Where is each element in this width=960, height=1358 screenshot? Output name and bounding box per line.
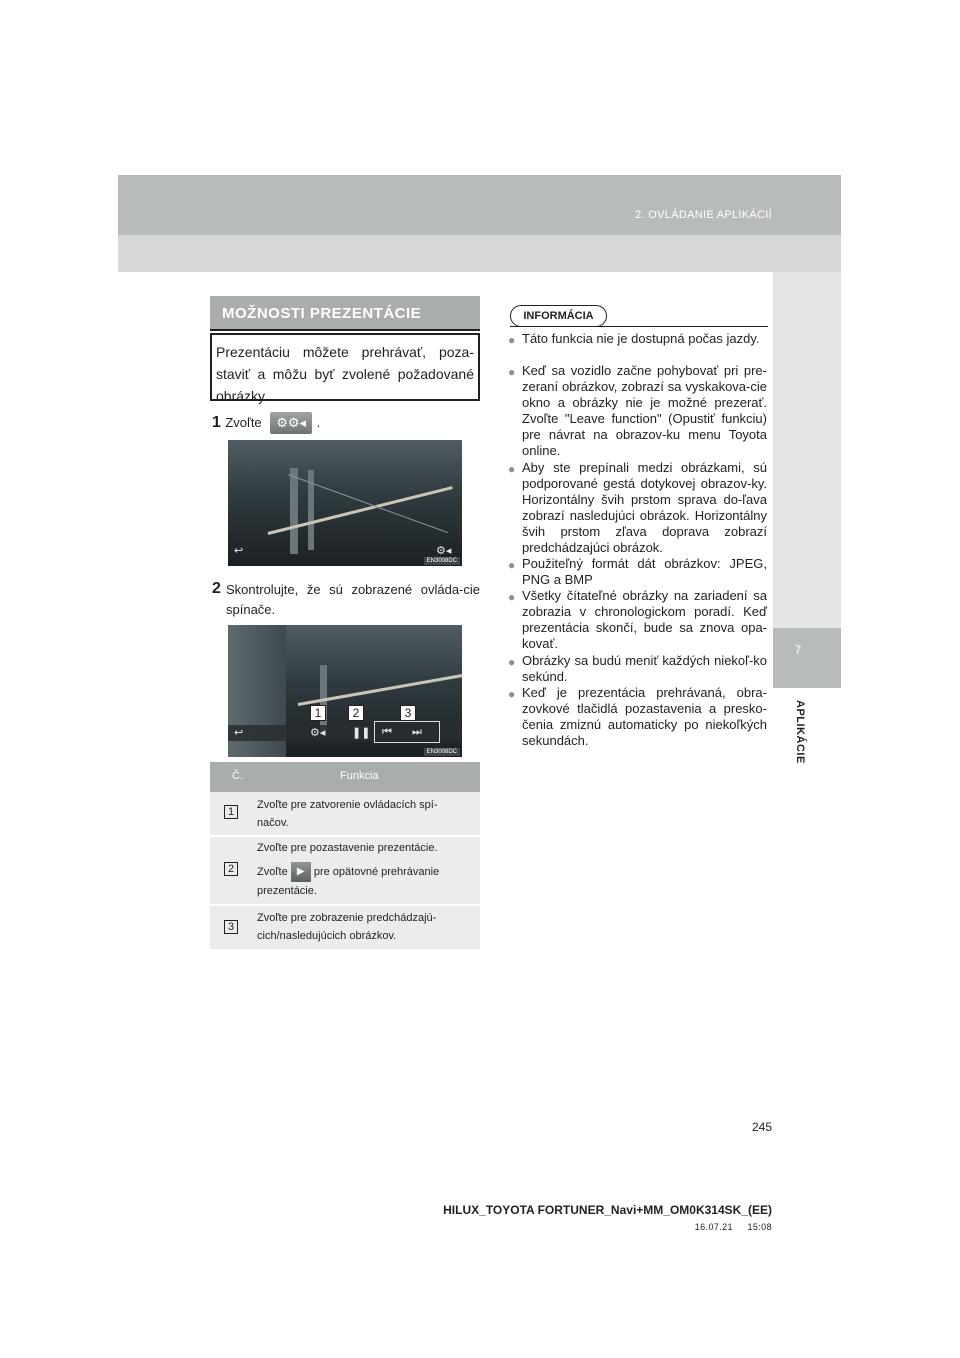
- options-icon[interactable]: ⚙◂: [310, 727, 326, 739]
- chapter-number: 7: [794, 643, 802, 657]
- row-text-suffix: pre opätovné prehrávanie prezentácie.: [257, 865, 440, 897]
- info-item: Keď je prezentácia prehrávaná, obra-zovkové tlačidlá pozastavenia a presko-čenia zmiznú automaticky po niekoľkých sekundách.: [522, 685, 767, 748]
- bridge-tower: [290, 468, 298, 554]
- bullet-icon: ●: [508, 558, 516, 572]
- column-header-function: Funkcia: [340, 770, 379, 782]
- header-band: [118, 175, 841, 235]
- row-text: Zvoľte pre pozastavenie prezentácie.: [257, 842, 438, 854]
- chapter-title: APLIKÁCIE: [794, 700, 806, 764]
- next-icon[interactable]: ⏭: [412, 726, 422, 738]
- pause-icon[interactable]: ❚❚: [352, 727, 371, 739]
- column-header-number: Č.: [232, 770, 243, 782]
- step-text: Zvoľte: [225, 415, 262, 431]
- info-badge: INFORMÁCIA: [510, 305, 607, 327]
- info-item: Aby ste prepínali medzi obrázkami, sú podporované gestá dotykovej obrazov-ky. Horizontálny švih prstom sprava do-ľava zobrazí nasledujúci obrázok. Horizontálny švih prstom zľava doprava zobrazí predchádzajúci obrázok.: [522, 460, 767, 555]
- callout-2: 2: [348, 705, 364, 721]
- row-number: 1: [224, 805, 238, 819]
- section-divider: [210, 329, 480, 331]
- row-text-resume: [257, 862, 469, 900]
- step-text: Skontrolujte, že sú zobrazené ovláda-cie spínače.: [226, 582, 480, 617]
- bullet-icon: ●: [508, 365, 516, 379]
- step-number: 2: [212, 580, 221, 597]
- row-number: 3: [224, 920, 238, 934]
- header-subband: [118, 235, 841, 272]
- chapter-tab: [773, 628, 841, 688]
- step-1: [212, 412, 320, 434]
- bullet-icon: ●: [508, 462, 516, 476]
- bullet-icon: ●: [508, 590, 516, 604]
- step-number: 1: [212, 414, 221, 432]
- image-code: EN3008DC: [424, 557, 460, 565]
- screen-image-slideshow: [228, 440, 462, 566]
- info-divider: [510, 326, 768, 327]
- step-2: [212, 580, 480, 620]
- row-number: 2: [224, 862, 238, 876]
- previous-icon[interactable]: ⏮: [382, 726, 392, 738]
- page-number: 245: [751, 1120, 772, 1134]
- bullet-icon: ●: [508, 687, 516, 701]
- section-title: MOŽNOSTI PREZENTÁCIE: [222, 305, 422, 322]
- step-text-end: .: [316, 415, 321, 431]
- print-date: 16.07.21 15:08: [694, 1222, 772, 1232]
- row-text: Zvoľte pre zatvorenie ovládacích spí-načov.: [257, 799, 438, 829]
- options-icon[interactable]: ⚙◂: [436, 545, 452, 557]
- info-item: Obrázky sa budú meniť každých niekoľ-ko sekúnd.: [522, 653, 767, 684]
- bullet-icon: ●: [508, 655, 516, 669]
- options-button-icon: ⚙⚙◂: [270, 412, 312, 434]
- back-icon[interactable]: ↩: [234, 727, 244, 739]
- bullet-icon: ●: [508, 333, 516, 347]
- chapter-tab-strip: [773, 272, 841, 628]
- row-text: Zvoľte pre zobrazenie predchádzajú-cich/nasledujúcich obrázkov.: [257, 912, 437, 942]
- header-section-title: 2. OVLÁDANIE APLIKÁCIÍ: [635, 209, 772, 221]
- table-header: [210, 762, 480, 792]
- info-item: Všetky čítateľné obrázky na zariadení sa zobrazia v chronologickom poradí. Keď prezentácia skončí, bude sa znova opa-kovať.: [522, 588, 767, 651]
- info-item: Použiteľný formát dát obrázkov: JPEG, PNG a BMP: [522, 556, 767, 587]
- callout-3: 3: [400, 705, 416, 721]
- image-code: EN3008DC: [424, 748, 460, 756]
- info-item: Táto funkcia nie je dostupná počas jazdy.: [522, 331, 760, 346]
- row-text-prefix: Zvoľte: [257, 865, 288, 878]
- back-icon[interactable]: ↩: [234, 545, 244, 557]
- screen-image-controls: [228, 625, 462, 757]
- play-icon: ▶: [291, 862, 311, 882]
- info-item: Keď sa vozidlo začne pohybovať pri pre-zeraní obrázkov, zobrazí sa vyskakova-cie okno a obrázky nie je možné prezerať. Zvoľte "Leave function" (Opustiť funkciu) pre návrat na obrazov-ku menu Toyota online.: [522, 363, 767, 458]
- callout-1: 1: [310, 705, 326, 721]
- document-code: HILUX_TOYOTA FORTUNER_Navi+MM_OM0K314SK_(EE): [443, 1203, 772, 1217]
- section-intro: Prezentáciu môžete prehrávať, poza-staviť a môžu byť zvolené požadované obrázky.: [210, 333, 480, 401]
